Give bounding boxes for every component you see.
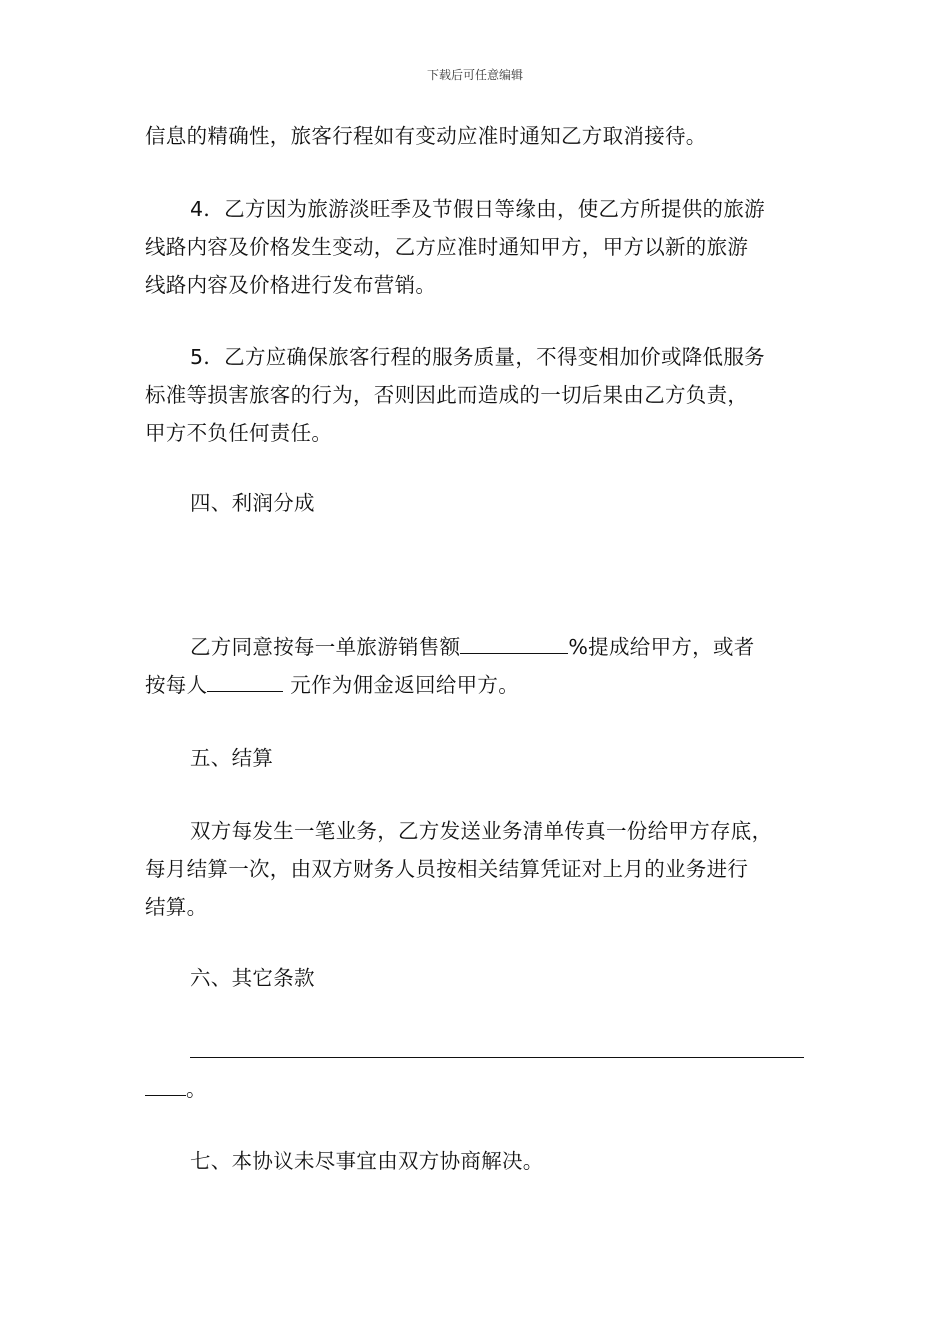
percent-blank bbox=[460, 633, 568, 654]
settlement-line-2: 每月结算一次，由双方财务人员按相关结算凭证对上月的业务进行 bbox=[145, 857, 749, 881]
profit-text-c: 按每人 bbox=[145, 673, 208, 697]
other-terms-line-2 bbox=[145, 1075, 207, 1103]
profit-text-b: %提成给甲方，或者 bbox=[568, 635, 755, 659]
settlement-line-3: 结算。 bbox=[145, 895, 208, 919]
profit-text-d: 元作为佣金返回给甲方。 bbox=[290, 673, 520, 697]
other-terms-line-1 bbox=[190, 1037, 804, 1065]
clause-4-line-3: 线路内容及价格进行发布营销。 bbox=[145, 273, 437, 297]
clause-4-line-2: 线路内容及价格发生变动，乙方应准时通知甲方，甲方以新的旅游 bbox=[145, 235, 749, 259]
page-header: 下载后可任意编辑 bbox=[426, 68, 523, 82]
other-terms-blank-end bbox=[145, 1075, 186, 1096]
other-terms-blank bbox=[190, 1037, 804, 1058]
profit-line-2 bbox=[145, 671, 519, 699]
profit-line-1 bbox=[190, 633, 755, 661]
section-6-heading: 六、其它条款 bbox=[190, 966, 315, 990]
section-4-heading: 四、利润分成 bbox=[190, 491, 315, 515]
clause-5-line-1: 5．乙方应确保旅客行程的服务质量，不得变相加价或降低服务 bbox=[190, 345, 765, 369]
section-7-heading: 七、本协议未尽事宜由双方协商解决。 bbox=[190, 1149, 544, 1173]
amount-blank bbox=[207, 671, 283, 692]
profit-text-a: 乙方同意按每一单旅游销售额 bbox=[190, 635, 461, 659]
section-5-heading: 五、结算 bbox=[190, 746, 274, 770]
paragraph-line: 信息的精确性，旅客行程如有变动应准时通知乙方取消接待。 bbox=[145, 124, 707, 148]
other-terms-period: 。 bbox=[186, 1077, 207, 1101]
clause-5-line-2: 标准等损害旅客的行为，否则因此而造成的一切后果由乙方负责， bbox=[145, 383, 749, 407]
clause-5-line-3: 甲方不负任何责任。 bbox=[145, 421, 333, 445]
settlement-line-1: 双方每发生一笔业务，乙方发送业务清单传真一份给甲方存底， bbox=[190, 819, 773, 843]
clause-4-line-1: 4．乙方因为旅游淡旺季及节假日等缘由，使乙方所提供的旅游 bbox=[190, 197, 765, 221]
